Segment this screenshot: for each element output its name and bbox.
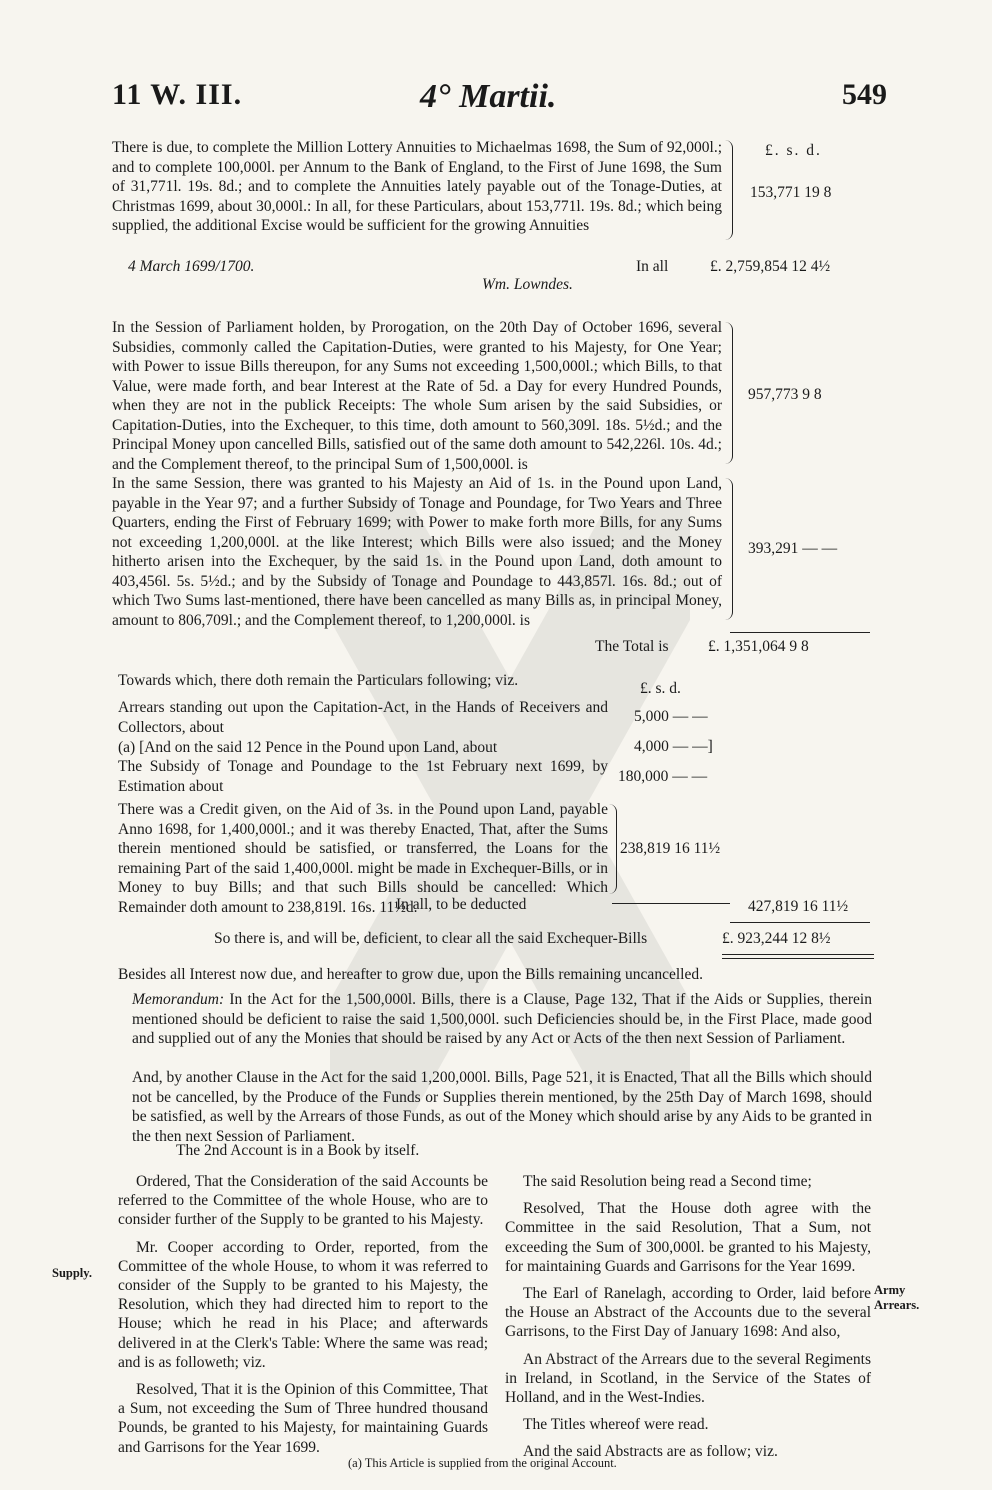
header-page-number: 549 — [842, 78, 887, 111]
abstracts-follow-paragraph: And the said Abstracts are as follow; viz. — [523, 1443, 778, 1461]
footnote: (a) This Article is supplied from the original Account. — [348, 1456, 617, 1470]
sum-rule — [722, 954, 874, 955]
towards-line: Towards which, there doth remain the Particulars following; viz. — [118, 672, 519, 689]
deducted-label: In all, to be deducted — [396, 896, 527, 913]
brace — [724, 478, 733, 620]
capitation-amount: 957,773 9 8 — [748, 386, 822, 403]
right-column — [505, 1172, 871, 1470]
arrears-abstract-paragraph: An Abstract of the Arrears due to the several Regiments in Ireland, in Scotland, in the Service of the States of Holland, and in the West-Indies. — [505, 1350, 871, 1407]
particular-tonage: The Subsidy of Tonage and Poundage to the 1st February next 1699, by Estimation about — [118, 758, 608, 795]
left-column — [118, 1172, 488, 1465]
total-label: The Total is — [595, 638, 669, 655]
memorandum-label: Memorandum: — [132, 991, 225, 1008]
header-regnal-year: 11 W. III. — [112, 78, 243, 111]
besides-line: Besides all Interest now due, and hereafter to grow due, upon the Bills remaining uncancelled. — [118, 966, 703, 983]
date-line: 4 March 1699/1700. — [128, 258, 255, 275]
sum-rule — [730, 632, 870, 633]
lottery-annuities-paragraph: There is due, to complete the Million Lottery Annuities to Michaelmas 1698, the Sum of 92,000l.; and to complete 100,000l. per Annum to the Bank of England, to the First of June 1698, the Sum of 31,771l. 19s. 8d.; and to complete the Annuities lately payable out of the Tonage-Duties, at Christmas 1699, about 30,000l.: In all, for these Particulars, about 153,771l. 19s. 8d.; which being supplied, the additional Excise would be sufficient for the growing Annuities — [112, 139, 722, 234]
in-all-label: In all — [636, 258, 669, 275]
brace — [724, 140, 733, 240]
same-session-amount: 393,291 — — — [748, 540, 838, 557]
ranelagh-paragraph: The Earl of Ranelagh, according to Order, laid before the House an Abstract of the Accounts due to the several Garrisons, to the First Day of January 1698: And also, — [505, 1285, 871, 1341]
titles-read-paragraph: The Titles whereof were read. — [523, 1416, 709, 1434]
resolved-house-paragraph: Resolved, That the House doth agree with the Committee in the said Resolution, That a Sum, not exceeding the Sum of 300,000l. be granted to his Majesty, for maintaining Guards and Garrisons for the Year 1699. — [505, 1200, 871, 1275]
particular-credit-aid-amount: 238,819 16 11½ — [620, 840, 721, 857]
column-headings: £. s. d. — [765, 142, 822, 159]
resolved-committee-paragraph: Resolved, That it is the Opinion of this Committee, That a Sum, not exceeding the Sum of Three hundred thousand Pounds, be granted to his Majesty, for maintaining Guards and Garrisons for the Year 1699. — [118, 1381, 488, 1456]
brace — [608, 804, 617, 894]
capitation-session-paragraph: In the Session of Parliament holden, by Prorogation, on the 20th Day of October 1696, several Subsidies, commonly called the Capitation-Duties, were granted to his Majesty, for One Year; with Power to issue Bills thereupon, for any Sums not exceeding 1,500,000l.; which Bills, to that Value, were made forth, and bear Interest at the Rate of 5d. a Day for every Hundred Pounds, when they are not in the publick Receipts: The whole Sum arisen by the said Subsidies, or Capitation-Duties, into the Exchequer, to this time, doth amount to 560,309l. 18s. 5½d.; and the Principal Money upon cancelled Bills, satisfied out of the same doth amount to 542,226l. 10s. 4d.; and the Complement thereof, to the principal Sum of 1,500,000l. is — [112, 319, 722, 473]
same-session-paragraph: In the same Session, there was granted to his Majesty an Aid of 1s. in the Pound upon Land, payable in the Year 97; and a further Subsidy of Tonage and Poundage, for Two Years and Three Quarters, ending the First of February 1699; with Power to make forth more Bills, for any Sums not exceeding 1,200,000l. at the like Interest; which Bills were also issued; and the Money hitherto arisen into the Exchequer, by the said 1s. in the Pound upon Land, doth amount to 403,456l. 5s. 5½d.; and by the Subsidy of Tonage and Poundage to 443,857l. 16s. 8d.; out of which Two Sums last-mentioned, there have been cancelled as many Bills as, in principal Money, amount to 806,709l.; and the Complement thereof, to 1,200,000l. is — [112, 475, 722, 629]
in-all-amount: £. 2,759,854 12 4½ — [710, 258, 831, 275]
cooper-report-paragraph: Mr. Cooper according to Order, reported, from the Committee of the whole House, to whom it was referred to consider of the Supply to be granted to his Majesty, the Resolution, which they had directed him to report to the House; which he read in his Place; and afterwards delivered in at the Clerk's Table: Where the same was read; and is as followeth; viz. — [118, 1238, 488, 1371]
memorandum-text: In the Act for the 1,500,000l. Bills, there is a Clause, Page 132, That if the Aids or Supplies, therein mentioned should be deficient to raise the said 1,500,000l. such Deficiencies should be, in the First Place, made good and supplied out of any the Monies that should be raised by any Act or Acts of the then next Session of Parliament. — [132, 991, 872, 1047]
sum-rule — [722, 958, 874, 959]
particular-land-pence: (a) [And on the said 12 Pence in the Pound upon Land, about — [118, 739, 498, 756]
signature: Wm. Lowndes. — [482, 276, 573, 293]
header-date: 4° Martii. — [420, 78, 557, 115]
brace — [724, 322, 733, 464]
particular-capitation-arrears-amount: 5,000 — — — [634, 708, 708, 725]
memorandum-paragraph — [132, 990, 872, 1049]
and-clause-paragraph: And, by another Clause in the Act for the said 1,200,000l. Bills, Page 521, it is Enacted, That all the Bills which should not be cancelled, by the Produce of the Funds or Supplies therein mentioned, by the 25th Day of March 1698, should be satisfied, as well by the Arrears of those Funds, as out of the Money which should arise by any Aids to be granted in the then next Session of Parliament. — [132, 1069, 872, 1145]
ordered-paragraph: Ordered, That the Consideration of the said Accounts be referred to the Committee of the whole House, who are to consider further of the Supply to be granted to his Majesty. — [118, 1173, 488, 1229]
particular-credit-aid: There was a Credit given, on the Aid of 3s. in the Pound upon Land, payable Anno 1698, for 1,400,000l.; and it was thereby Enacted, That, after the Sums therein mentioned should be satisfied, or transferred, the Loans for the remaining Part of the said 1,400,000l. might be made in Exchequer-Bills, or in Money to buy Bills; and that such Bills should be cancelled: Which Remainder doth amount to 238,819l. 16s. 11½d. — [118, 801, 608, 916]
deficient-amount: £. 923,244 12 8½ — [722, 930, 831, 947]
lottery-amount: 153,771 19 8 — [750, 184, 832, 201]
particular-land-pence-amount: 4,000 — —] — [634, 738, 713, 755]
second-account-line: The 2nd Account is in a Book by itself. — [176, 1142, 420, 1159]
margin-note-army-arrears: Army Arrears. — [874, 1283, 920, 1312]
particular-capitation-arrears: Arrears standing out upon the Capitation-Act, in the Hands of Receivers and Collectors, about — [118, 699, 608, 736]
margin-note-supply: Supply. — [52, 1266, 92, 1280]
second-reading-paragraph: The said Resolution being read a Second time; — [523, 1173, 812, 1190]
sum-rule — [730, 922, 870, 923]
particulars-column-headings: £. s. d. — [640, 680, 681, 697]
sum-rule — [612, 903, 730, 904]
total-amount: £. 1,351,064 9 8 — [708, 638, 809, 655]
deducted-amount: 427,819 16 11½ — [748, 898, 849, 915]
deficient-label: So there is, and will be, deficient, to clear all the said Exchequer-Bills — [214, 930, 648, 947]
particular-tonage-amount: 180,000 — — — [618, 768, 708, 785]
